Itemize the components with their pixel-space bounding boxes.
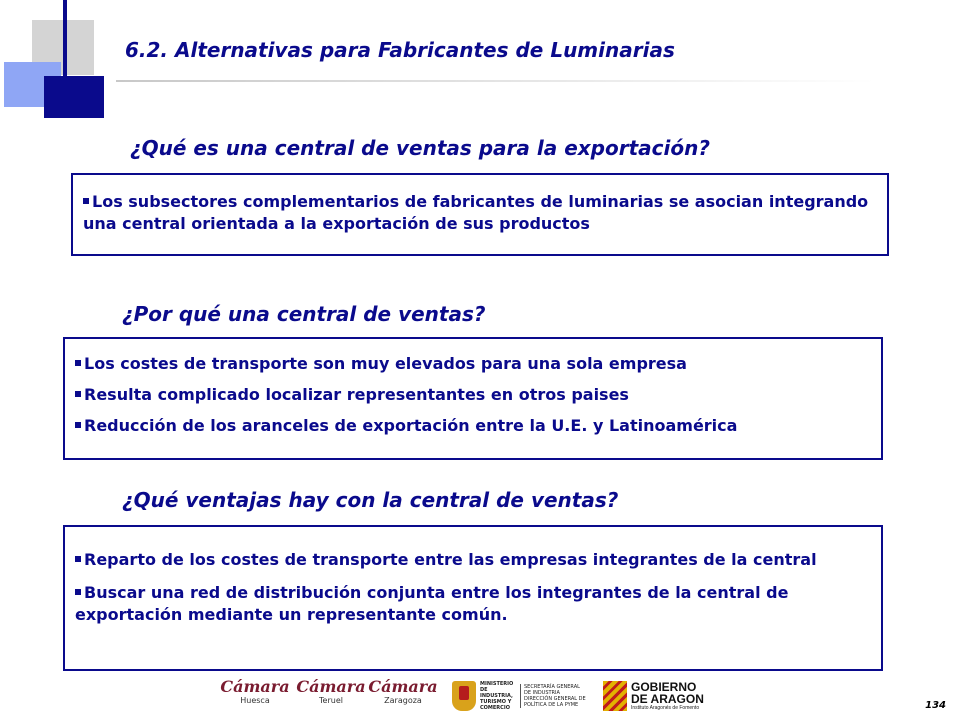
bullet-item: Buscar una red de distribución conjunta entre los integrantes de la central de exportación mediante un representante común. xyxy=(75,583,789,624)
ministerio-logo: MINISTERIO DE INDUSTRIA, TURISMO Y COMERCIO SECRETARÍA GENERAL DE INDUSTRIA DIRECCIÓN GENERAL DE POLÍTICA DE LA PYME xyxy=(452,678,588,714)
title-underline xyxy=(116,80,876,82)
square-bullet-icon xyxy=(75,589,81,595)
square-bullet-icon xyxy=(75,422,81,428)
camara-zaragoza-logo: Cámara Zaragoza xyxy=(368,677,438,705)
bullet-item: Los subsectores complementarios de fabricantes de luminarias se asocian integrando una central orientada a la exportación de sus productos xyxy=(83,192,869,233)
question-heading-1: ¿Qué es una central de ventas para la exportación? xyxy=(130,136,710,160)
bullet-item: Resulta complicado localizar representantes en otros paises xyxy=(75,384,871,406)
coat-of-arms-icon xyxy=(452,681,476,711)
bullet-item: Reparto de los costes de transporte entre las empresas integrantes de la central xyxy=(75,549,871,571)
question-heading-2: ¿Por qué una central de ventas? xyxy=(122,302,486,326)
camara-huesca-logo: Cámara Huesca xyxy=(220,677,290,705)
answer-box-3 xyxy=(63,525,883,671)
gobierno-aragon-logo: GOBIERNO DE ARAGON Instituto Aragonés de Fomento xyxy=(603,678,723,714)
answer-box-1 xyxy=(71,173,889,256)
answer-box-2 xyxy=(63,337,883,460)
decorative-vertical-line xyxy=(63,0,67,106)
bullet-item: Los costes de transporte son muy elevados para una sola empresa xyxy=(75,353,871,375)
camara-teruel-logo: Cámara Teruel xyxy=(296,677,366,705)
square-bullet-icon xyxy=(75,391,81,397)
question-heading-3: ¿Qué ventajas hay con la central de ventas? xyxy=(122,488,619,512)
square-bullet-icon xyxy=(83,198,89,204)
page-number: 134 xyxy=(925,700,946,711)
slide-title: 6.2. Alternativas para Fabricantes de Luminarias xyxy=(125,38,675,62)
aragon-flag-icon xyxy=(603,681,627,711)
square-bullet-icon xyxy=(75,360,81,366)
square-bullet-icon xyxy=(75,556,81,562)
bullet-item: Reducción de los aranceles de exportación entre la U.E. y Latinoamérica xyxy=(75,415,871,437)
decorative-navy-square xyxy=(44,76,104,118)
